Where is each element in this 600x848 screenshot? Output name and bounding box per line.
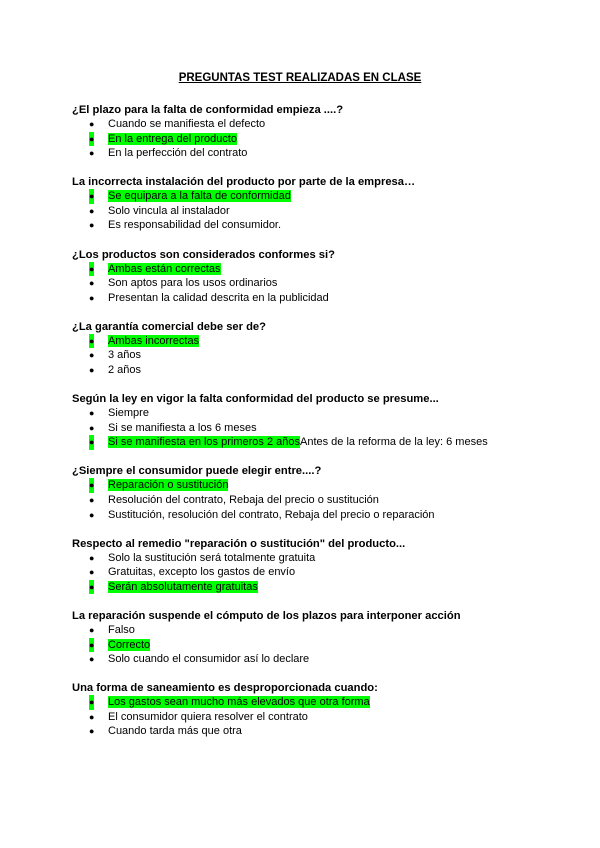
answer-text: 2 años xyxy=(108,364,142,377)
question-block xyxy=(72,392,572,450)
bullet-icon: ● xyxy=(89,638,94,653)
answer-option xyxy=(72,117,572,132)
bullet-icon: ● xyxy=(89,422,95,433)
question-text: ¿Los productos son considerados conformes si? xyxy=(72,248,335,261)
question-text: Una forma de saneamiento es desproporcionada cuando: xyxy=(72,682,378,695)
question-block xyxy=(72,320,572,378)
question-text: Según la ley en vigor la falta conformidad del producto se presume... xyxy=(72,393,439,406)
bullet-icon: ● xyxy=(89,220,95,231)
answer-text: Si se manifiesta en los primeros 2 años xyxy=(108,436,300,449)
answer-text: En la entrega del producto xyxy=(108,132,238,145)
answer-option-correct xyxy=(72,435,572,450)
answer-text: Siempre xyxy=(108,407,149,420)
answer-options xyxy=(72,695,572,739)
answer-note: Antes de la reforma de la ley: 6 meses xyxy=(299,436,488,449)
answer-option-correct xyxy=(72,262,572,277)
answer-text: Serán absolutamente gratuitas xyxy=(108,580,258,593)
bullet-icon: ● xyxy=(89,509,95,520)
bullet-icon: ● xyxy=(89,148,95,159)
answer-option xyxy=(72,508,572,523)
bullet-icon: ● xyxy=(89,205,95,216)
question-block xyxy=(72,464,572,522)
answer-options xyxy=(72,189,572,233)
question-block xyxy=(72,681,572,739)
answer-text: Solo la sustitución será totalmente gratuita xyxy=(108,551,316,564)
answer-options xyxy=(72,117,572,161)
answer-option xyxy=(72,493,572,508)
answer-option xyxy=(72,652,572,667)
bullet-icon: ● xyxy=(89,624,95,635)
question-block xyxy=(72,103,572,161)
answer-text: Cuando se manifiesta el defecto xyxy=(108,118,266,130)
bullet-icon: ● xyxy=(89,278,95,289)
answer-options xyxy=(72,623,572,667)
answer-option xyxy=(72,276,572,291)
answer-option xyxy=(72,565,572,580)
question-text: ¿El plazo para la falta de conformidad empieza ....? xyxy=(72,104,344,116)
answer-option-correct xyxy=(72,695,572,710)
bullet-icon: ● xyxy=(89,654,95,665)
bullet-icon: ● xyxy=(89,334,94,349)
answer-text: Reparación o sustitución xyxy=(108,479,229,492)
bullet-icon: ● xyxy=(89,408,95,419)
bullet-icon: ● xyxy=(89,552,95,563)
answer-option-correct xyxy=(72,334,572,349)
answer-option xyxy=(72,724,572,739)
bullet-icon: ● xyxy=(89,365,95,376)
answer-option-correct xyxy=(72,580,572,595)
answer-option-correct xyxy=(72,478,572,493)
bullet-icon: ● xyxy=(89,726,95,737)
answer-options xyxy=(72,262,572,306)
answer-options xyxy=(72,334,572,378)
answer-option xyxy=(72,710,572,725)
answer-options xyxy=(72,551,572,595)
answer-option xyxy=(72,551,572,566)
answer-option xyxy=(72,406,572,421)
answer-text: Se equipara a la falta de conformidad xyxy=(108,190,291,203)
answer-text: Resolución del contrato, Rebaja del precio o sustitución xyxy=(108,494,379,506)
bullet-icon: ● xyxy=(89,350,95,361)
bullet-icon: ● xyxy=(89,435,94,450)
bullet-icon: ● xyxy=(89,119,95,129)
answer-option xyxy=(72,348,572,363)
answer-option-correct xyxy=(72,638,572,653)
bullet-icon: ● xyxy=(89,478,94,493)
answer-text: Los gastos sean mucho más elevados que otra forma xyxy=(108,696,370,709)
answer-text: Falso xyxy=(108,623,135,636)
answer-text: Presentan la calidad descrita en la publicidad xyxy=(108,291,329,304)
answer-text: Si se manifiesta a los 6 meses xyxy=(108,421,257,434)
answer-text: 3 años xyxy=(108,349,142,362)
bullet-icon: ● xyxy=(89,711,95,722)
answer-options xyxy=(72,406,572,450)
bullet-icon: ● xyxy=(89,495,95,505)
answer-text: Gratuitas, excepto los gastos de envío xyxy=(108,566,296,579)
answer-option xyxy=(72,421,572,436)
question-text: ¿La garantía comercial debe ser de? xyxy=(72,320,266,333)
question-block xyxy=(72,537,572,595)
bullet-icon: ● xyxy=(89,567,95,578)
answer-option xyxy=(72,623,572,638)
answer-option xyxy=(72,363,572,378)
answer-option-correct xyxy=(72,132,572,147)
answer-text: Correcto xyxy=(108,638,151,651)
bullet-icon: ● xyxy=(89,695,94,710)
answer-option xyxy=(72,204,572,219)
question-block xyxy=(72,248,572,306)
answer-text: Cuando tarda más que otra xyxy=(108,725,242,738)
bullet-icon: ● xyxy=(89,580,94,595)
answer-text: Sustitución, resolución del contrato, Rebaja del precio o reparación xyxy=(108,508,435,521)
page-title: PREGUNTAS TEST REALIZADAS EN CLASE xyxy=(178,72,422,84)
question-text: La reparación suspende el cómputo de los plazos para interponer acción xyxy=(72,609,461,622)
answer-text: El consumidor quiera resolver el contrato xyxy=(108,710,308,723)
question-text: Respecto al remedio "reparación o sustitución" del producto... xyxy=(72,537,406,550)
bullet-icon: ● xyxy=(89,292,95,303)
bullet-icon: ● xyxy=(89,189,94,204)
answer-text: Ambas están correctas xyxy=(108,262,221,275)
question-block xyxy=(72,175,572,233)
answer-text: Ambas incorrectas xyxy=(108,334,200,347)
question-text: ¿Siempre el consumidor puede elegir entre....? xyxy=(72,465,322,478)
answer-option-correct xyxy=(72,189,572,204)
answer-text: Solo cuando el consumidor así lo declare xyxy=(108,653,310,666)
answer-text: Es responsabilidad del consumidor. xyxy=(108,219,282,232)
question-block xyxy=(72,609,572,667)
answer-text: Son aptos para los usos ordinarios xyxy=(108,277,278,290)
answer-option xyxy=(72,291,572,306)
answer-option xyxy=(72,218,572,233)
question-list xyxy=(72,103,572,754)
answer-text: Solo vincula al instalador xyxy=(108,204,230,217)
bullet-icon: ● xyxy=(89,262,94,277)
answer-text: En la perfección del contrato xyxy=(108,147,248,160)
answer-option xyxy=(72,146,572,161)
bullet-icon: ● xyxy=(89,132,94,147)
question-text: La incorrecta instalación del producto por parte de la empresa… xyxy=(72,176,416,189)
answer-options xyxy=(72,478,572,522)
